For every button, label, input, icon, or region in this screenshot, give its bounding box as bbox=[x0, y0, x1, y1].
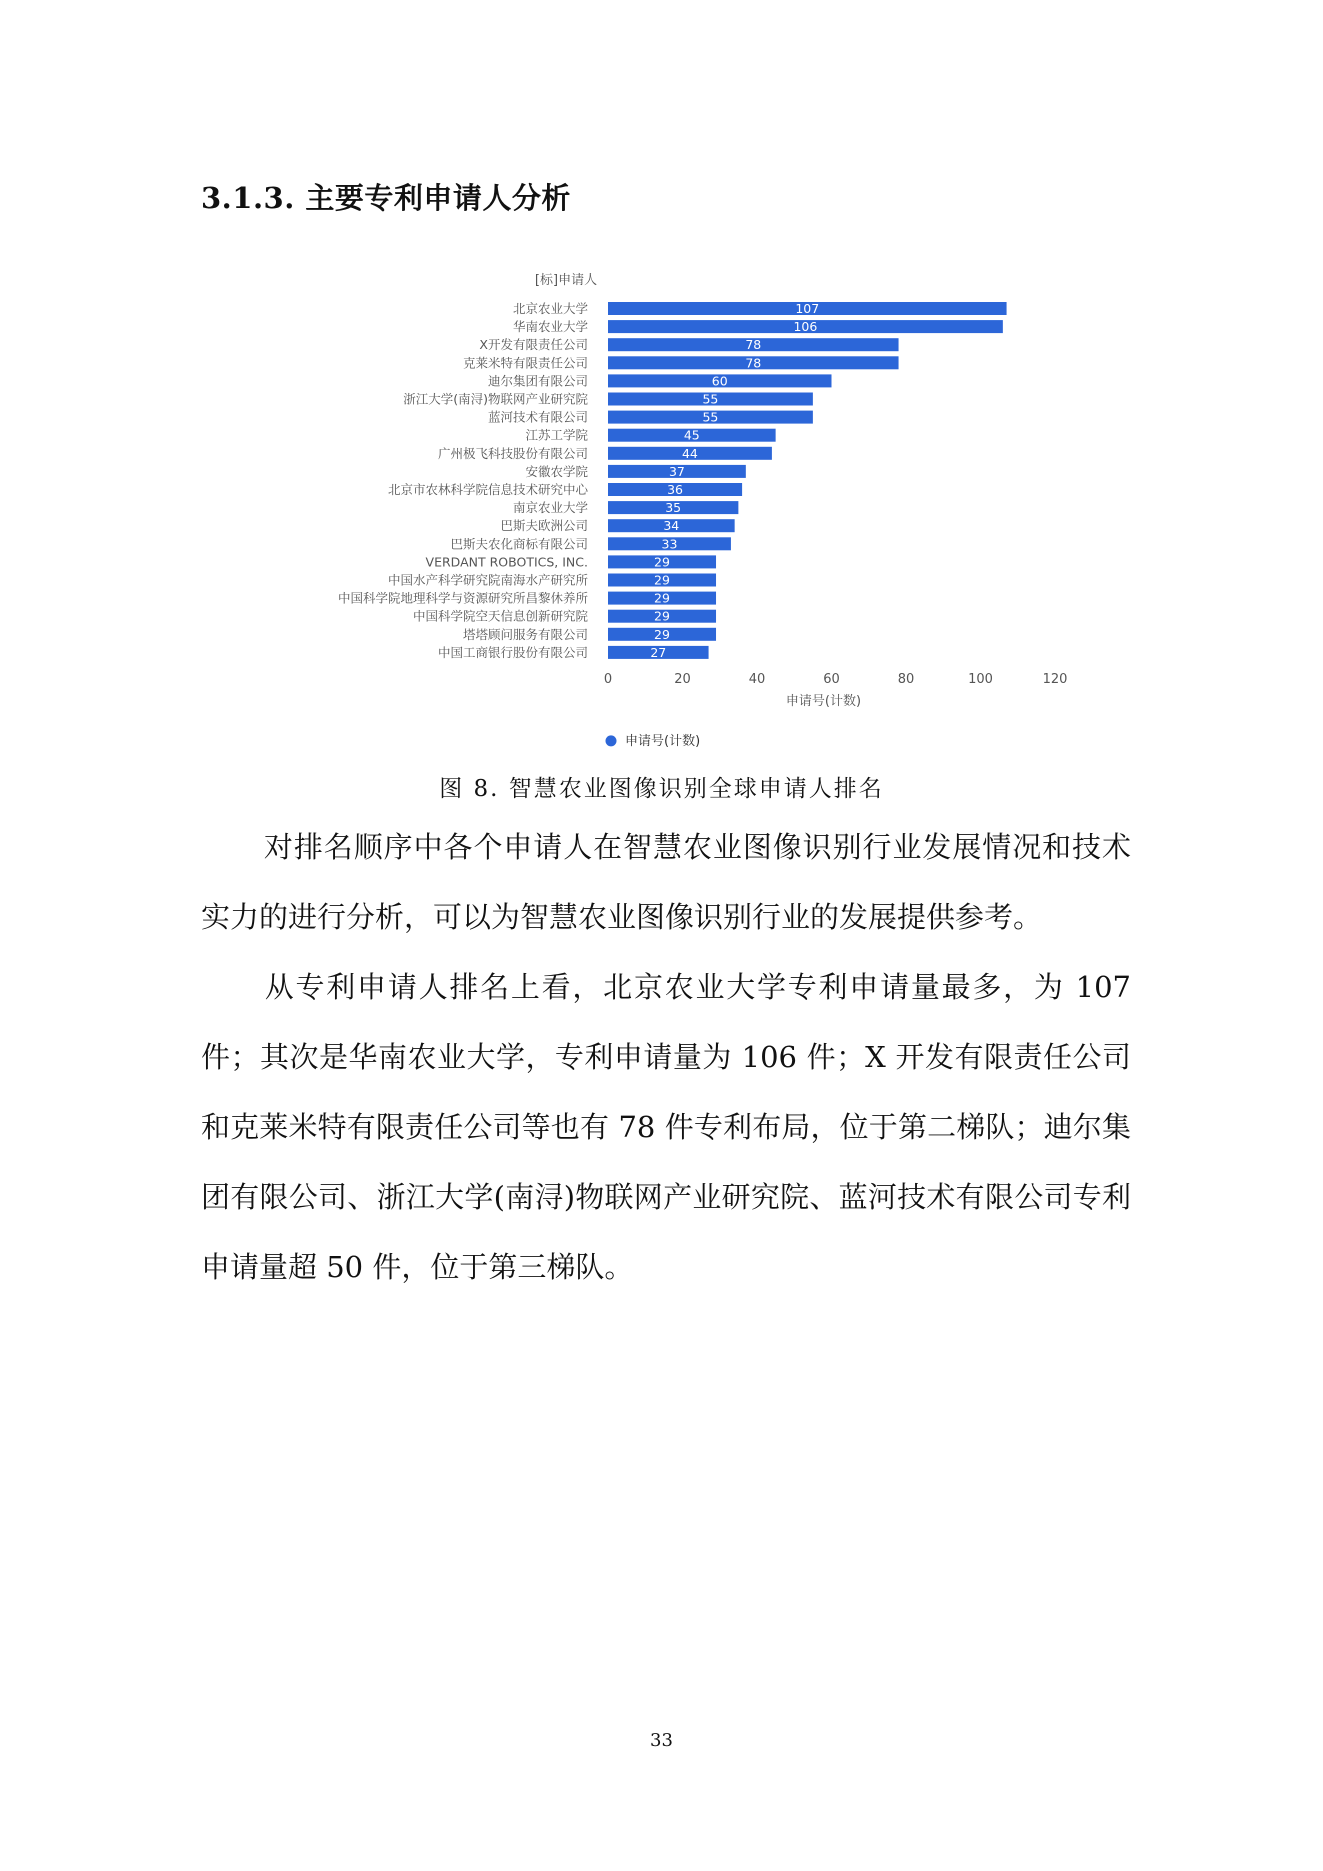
data-label: 27 bbox=[650, 644, 667, 660]
data-label: 106 bbox=[793, 319, 818, 335]
paragraph-2-text: 从专利申请人排名上看，北京农业大学专利申请量最多，为 107 件；其次是华南农业大学，专利申请量为 106 件；X 开发有限责任公司和克莱米特有限责任公司等也有 78 件专利布局，位于第二梯队；迪尔集团有限公司、浙江大学(南浔)物联网产业研究院、蓝河技术有限公司专利申请量超 50 件，位于第三梯队。 bbox=[201, 970, 1131, 1284]
data-label: 78 bbox=[745, 355, 762, 371]
section-heading: 3.1.3. 主要专利申请人分析 bbox=[201, 181, 571, 215]
category-label: 中国科学院地理科学与资源研究所昌黎休养所 bbox=[337, 590, 588, 606]
page-number: 33 bbox=[650, 1730, 673, 1751]
data-label: 36 bbox=[667, 482, 684, 497]
category-label: 克莱米特有限责任公司 bbox=[462, 355, 588, 371]
category-label: 中国水产科学研究院南海水产研究所 bbox=[387, 572, 588, 588]
category-label: 广州极飞科技股份有限公司 bbox=[437, 445, 588, 461]
category-axis-title: [标]申请人 bbox=[534, 273, 598, 288]
category-label: 华南农业大学 bbox=[512, 319, 588, 335]
category-label: 北京市农林科学院信息技术研究中心 bbox=[387, 482, 588, 497]
data-label: 55 bbox=[702, 391, 719, 407]
category-label: 北京农业大学 bbox=[512, 301, 588, 316]
data-label: 55 bbox=[702, 409, 719, 425]
category-label: 安徽农学院 bbox=[525, 463, 588, 479]
data-label: 37 bbox=[668, 463, 685, 479]
data-label: 34 bbox=[663, 518, 680, 534]
paragraph-1 bbox=[201, 812, 1131, 952]
legend-marker bbox=[606, 735, 617, 746]
category-label: 中国工商银行股份有限公司 bbox=[437, 644, 588, 660]
legend-label: 申请号(计数) bbox=[625, 733, 701, 749]
x-tick-label: 120 bbox=[1042, 671, 1068, 687]
category-label: 巴斯夫欧洲公司 bbox=[500, 518, 588, 534]
category-label: 塔塔顾问服务有限公司 bbox=[462, 626, 588, 642]
data-label: 29 bbox=[654, 608, 670, 624]
category-label: 中国科学院空天信息创新研究院 bbox=[412, 608, 588, 624]
x-tick-label: 80 bbox=[897, 671, 915, 687]
x-tick-label: 40 bbox=[748, 671, 766, 687]
category-label: X开发有限责任公司 bbox=[479, 337, 588, 353]
bar-chart-svg bbox=[250, 262, 1100, 752]
x-tick-label: 100 bbox=[968, 671, 993, 687]
applicant-ranking-chart bbox=[250, 262, 1100, 752]
category-label: 巴斯夫农化商标有限公司 bbox=[450, 536, 588, 552]
category-label: 南京农业大学 bbox=[512, 500, 588, 516]
category-label: 迪尔集团有限公司 bbox=[487, 373, 588, 389]
paragraph-1-text: 对排名顺序中各个申请人在智慧农业图像识别行业发展情况和技术实力的进行分析，可以为智慧农业图像识别行业的发展提供参考。 bbox=[201, 830, 1131, 934]
x-tick-label: 0 bbox=[603, 671, 613, 687]
data-label: 29 bbox=[654, 626, 670, 642]
paragraph-2 bbox=[201, 952, 1131, 1302]
data-label: 45 bbox=[683, 427, 700, 443]
figure-caption: 图 8. 智慧农业图像识别全球申请人排名 bbox=[439, 776, 884, 802]
category-label: 蓝河技术有限公司 bbox=[487, 409, 588, 425]
data-label: 29 bbox=[654, 554, 670, 570]
data-label: 60 bbox=[711, 373, 728, 389]
data-label: 35 bbox=[665, 500, 682, 516]
category-label: 江苏工学院 bbox=[525, 427, 588, 443]
data-label: 33 bbox=[661, 536, 678, 552]
data-label: 29 bbox=[654, 590, 670, 606]
x-axis-label: 申请号(计数) bbox=[785, 693, 862, 709]
x-tick-label: 60 bbox=[823, 671, 840, 687]
category-label: VERDANT ROBOTICS, INC. bbox=[425, 554, 588, 570]
category-label: 浙江大学(南浔)物联网产业研究院 bbox=[403, 391, 588, 407]
data-label: 29 bbox=[654, 572, 670, 588]
data-label: 107 bbox=[795, 301, 820, 316]
x-tick-label: 20 bbox=[674, 671, 691, 687]
data-label: 78 bbox=[745, 337, 762, 353]
data-label: 44 bbox=[681, 445, 698, 461]
